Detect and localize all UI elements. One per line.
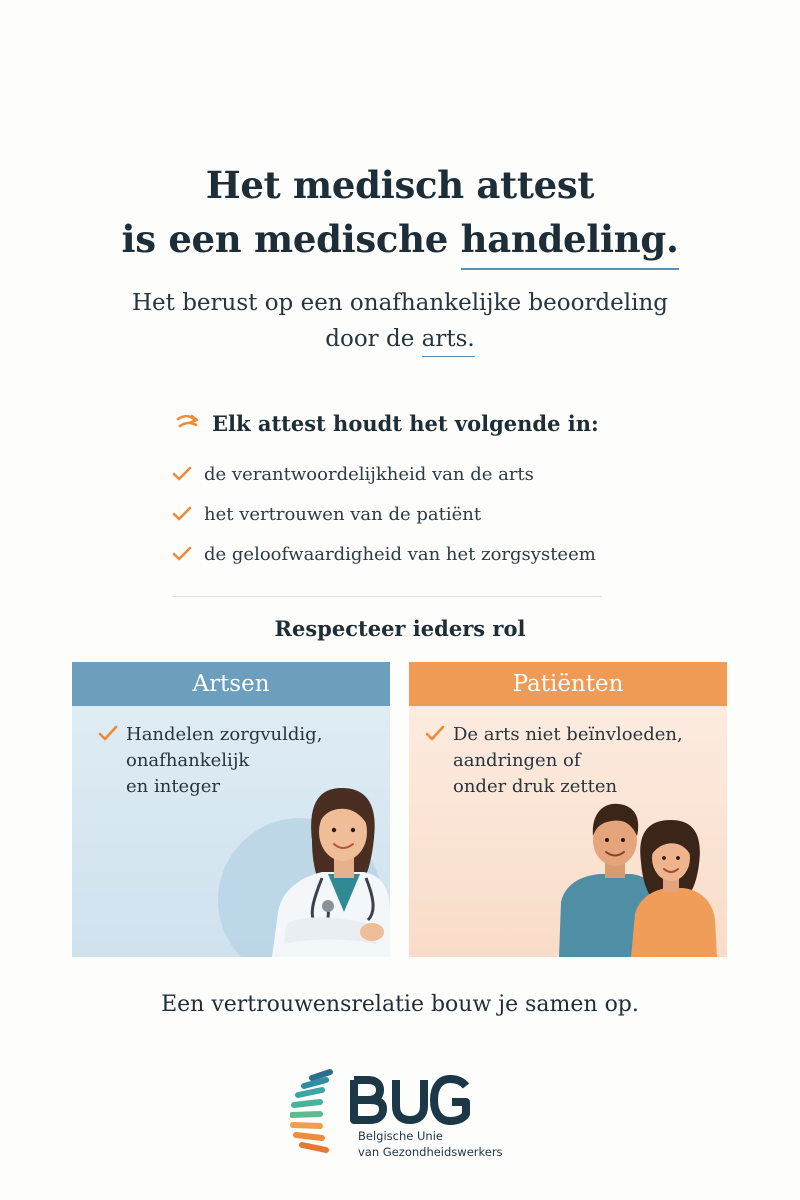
lead-text: Elk attest houdt het volgende in:: [212, 410, 599, 436]
patients-illustration: [409, 662, 727, 957]
subtitle-line-1: Het berust op een onafhankelijke beoordeling: [131, 290, 669, 316]
title-line-2: [0, 212, 800, 266]
card-artsen: [72, 662, 390, 957]
card-patienten-line: aandringen of: [453, 750, 581, 771]
card-patienten-line: De arts niet beïnvloeden,: [453, 724, 683, 745]
card-patienten-text: [425, 722, 683, 800]
card-patienten: [409, 662, 727, 957]
closing-statement: Een vertrouwensrelatie bouw je samen op.: [161, 992, 639, 1017]
check-icon: [98, 722, 118, 744]
list-item-label: de geloofwaardigheid van het zorgsysteem: [204, 543, 596, 565]
logo-sub-line-2: van Gezondheidswerkers: [358, 1145, 503, 1159]
logo-sub-line-1: Belgische Unie: [358, 1129, 443, 1143]
list-item-label: de verantwoordelijkheid van de arts: [204, 463, 534, 485]
card-artsen-text: [98, 722, 322, 800]
card-artsen-line: Handelen zorgvuldig,: [126, 724, 323, 745]
roles-heading: Respecteer ieders rol: [274, 616, 526, 641]
check-icon: [425, 722, 445, 744]
logo-mark-icon: [290, 1068, 352, 1158]
checklist: [172, 454, 596, 574]
check-icon: [172, 505, 192, 523]
doctor-illustration: [72, 662, 390, 957]
logo-subtitle: [358, 1128, 503, 1160]
subtitle-highlight: arts.: [422, 321, 475, 357]
subtitle-line-2: [0, 321, 800, 357]
card-artsen-line: en integer: [126, 776, 220, 797]
divider: [172, 596, 602, 597]
check-icon: [172, 465, 192, 483]
subtitle: [0, 285, 800, 357]
arrow-icon: [176, 411, 202, 436]
card-patienten-line: onder druk zetten: [453, 776, 618, 797]
list-item: [172, 494, 596, 534]
title-highlight: handeling.: [461, 212, 679, 266]
list-item-label: het vertrouwen van de patiënt: [204, 503, 482, 525]
lead-heading: [176, 403, 599, 443]
list-item: [172, 454, 596, 494]
title-line-2-prefix: is een medische: [121, 217, 461, 261]
title-line-1: Het medisch attest: [205, 163, 595, 207]
card-artsen-title: Artsen: [72, 662, 390, 706]
card-patienten-title: Patiënten: [409, 662, 727, 706]
subtitle-line-2-prefix: door de: [325, 326, 422, 352]
card-artsen-line: onafhankelijk: [126, 750, 250, 771]
bug-logo: [290, 1068, 530, 1168]
list-item: [172, 534, 596, 574]
page-title: [0, 158, 800, 266]
check-icon: [172, 545, 192, 563]
